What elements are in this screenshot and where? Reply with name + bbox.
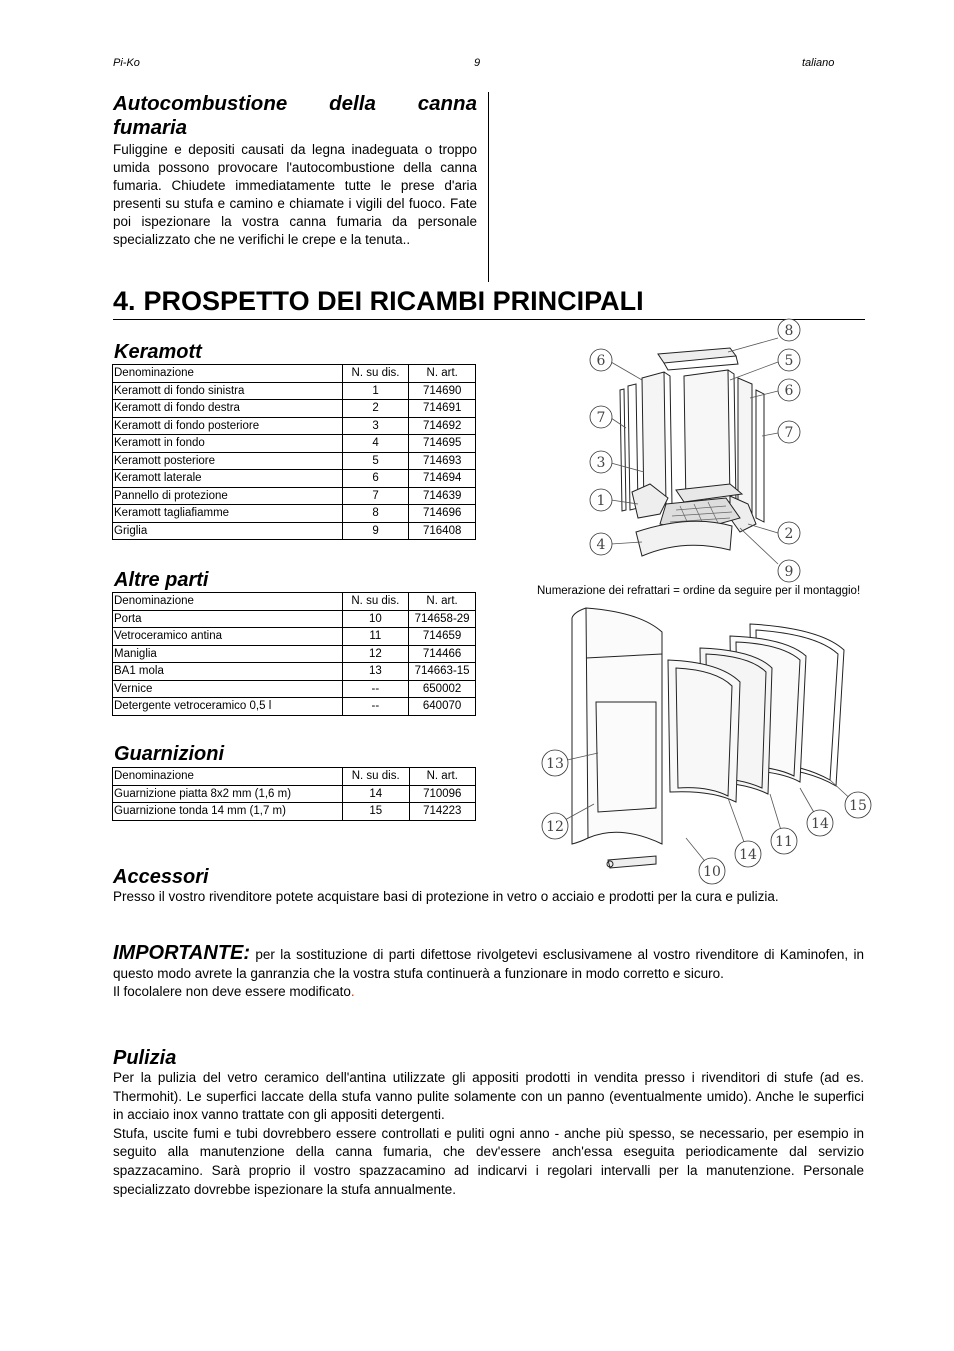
part-number: 15: [342, 803, 409, 821]
part-number: 7: [342, 487, 409, 505]
part-number: 4: [342, 435, 409, 453]
table-row: [113, 505, 476, 523]
pulizia-section: [113, 1046, 864, 1199]
callout-label: 10: [703, 864, 721, 880]
part-name: Porta: [113, 610, 343, 628]
header-left: Pi-Ko: [113, 57, 140, 69]
table-row: [113, 435, 476, 453]
callout-label: 2: [784, 526, 794, 542]
part-name: Detergente vetroceramico 0,5 l: [113, 698, 343, 716]
door-exploded-diagram: [530, 598, 880, 886]
header-num: N. su dis.: [342, 593, 409, 611]
part-number: 11: [342, 628, 409, 646]
part-name: Guarnizione piatta 8x2 mm (1,6 m): [113, 785, 343, 803]
article-number: 714691: [409, 400, 476, 418]
table-row: [113, 487, 476, 505]
callout-label: 12: [546, 819, 564, 835]
callout-label: 1: [596, 493, 606, 509]
callout-label: 8: [784, 323, 794, 339]
header-name: Denominazione: [113, 768, 343, 786]
part-number: 1: [342, 382, 409, 400]
pulizia-paragraph-1: Per la pulizia del vetro ceramico dell'antina utilizzate gli appositi prodotti in vendita presso i rivenditori di stufe (ad es. Thermohit). Le superfici laccate della stufa vanno pulite solamente con un panno (eventualmente umido). Anche le superfici in acciaio inox vanno trattate con gli appositi detergenti.: [113, 1070, 864, 1123]
refractory-exploded-diagram: [580, 318, 810, 586]
header-name: Denominazione: [113, 365, 343, 383]
pulizia-paragraph-2: Stufa, uscite fumi e tubi dovrebbero essere controllati e puliti ogni anno - anche più spesso, se necessario, per esempio in seguito alla manutenzione della canna fumaria, che dev'essere anch'essa eseguita periodicamente dal servizio spazzacamino. Sarà proprio il vostro spazzacamino ad indicarvi i regolari intervalli per la manutenzione. Personale specializzato dovrebbe ispezionare la stufa annualmente.: [113, 1125, 864, 1197]
part-number: 9: [342, 522, 409, 540]
article-number: 714466: [409, 645, 476, 663]
header-right: taliano: [802, 57, 835, 69]
callout-label: 7: [596, 410, 606, 426]
altre-title: Altre parti: [114, 569, 209, 591]
diagram-caption: Numerazione dei refrattari = ordine da seguire per il montaggio!: [537, 585, 861, 597]
article-number: 640070: [409, 698, 476, 716]
callout-label: 11: [775, 834, 793, 850]
callout-label: 9: [784, 564, 794, 580]
importante-section: [113, 944, 864, 1001]
guarnizioni-title: Guarnizioni: [114, 743, 224, 765]
part-name: Keramott laterale: [113, 470, 343, 488]
part-name: Keramott di fondo posteriore: [113, 417, 343, 435]
part-number: 3: [342, 417, 409, 435]
part-name: Griglia: [113, 522, 343, 540]
table-header-row: [113, 768, 476, 786]
callout-label: 14: [739, 847, 757, 863]
article-number: 714694: [409, 470, 476, 488]
keramott-table: [112, 364, 476, 540]
part-name: Keramott tagliafiamme: [113, 505, 343, 523]
part-number: 8: [342, 505, 409, 523]
part-name: Keramott di fondo destra: [113, 400, 343, 418]
article-number: 650002: [409, 680, 476, 698]
part-number: 14: [342, 785, 409, 803]
article-number: 714658-29: [409, 610, 476, 628]
chapter-number: 4.: [113, 286, 136, 316]
part-name: Vetroceramico antina: [113, 628, 343, 646]
article-number: 714659: [409, 628, 476, 646]
table-header-row: [113, 593, 476, 611]
callout-label: 4: [596, 537, 606, 553]
table-row: [113, 663, 476, 681]
accessori-section: [113, 865, 864, 906]
article-number: 710096: [409, 785, 475, 803]
article-number: 714693: [409, 452, 476, 470]
part-name: Keramott posteriore: [113, 452, 343, 470]
article-number: 714223: [409, 803, 475, 821]
header-art: N. art.: [409, 593, 476, 611]
importante-paragraph: [113, 944, 864, 983]
callout-label: 13: [546, 756, 564, 772]
article-number: 714690: [409, 382, 476, 400]
table-row: [113, 400, 476, 418]
chapter-title: PROSPETTO DEI RICAMBI PRINCIPALI: [143, 286, 644, 316]
part-number: 5: [342, 452, 409, 470]
pulizia-title: Pulizia: [113, 1047, 177, 1069]
importante-text: per la sostituzione di parti difettose rivolgetevi esclusivamene al vostro rivenditore di Kaminofen, in questo modo avrete la ganranzia che la vostra stufa continuerà a funzionare in modo corretto e sicuro.: [113, 947, 864, 981]
part-name: BA1 mola: [113, 663, 343, 681]
article-number: 714639: [409, 487, 476, 505]
chapter-heading: [113, 284, 644, 318]
callout-label: 5: [784, 353, 794, 369]
table-row: [113, 645, 476, 663]
part-number: 2: [342, 400, 409, 418]
part-name: Maniglia: [113, 645, 343, 663]
importante-title: IMPORTANTE:: [113, 942, 251, 964]
part-number: 13: [342, 663, 409, 681]
table-row: [113, 610, 476, 628]
part-name: Guarnizione tonda 14 mm (1,7 m): [113, 803, 343, 821]
importante-note: Il focolalere non deve essere modificato: [113, 984, 351, 999]
article-number: 714696: [409, 505, 476, 523]
accessori-text: Presso il vostro rivenditore potete acquistare basi di protezione in vetro o acciaio e prodotti per la cura e pulizia.: [113, 889, 779, 904]
page-number: 9: [474, 57, 481, 69]
article-number: 714663-15: [409, 663, 476, 681]
table-row: [113, 522, 476, 540]
guarnizioni-table: [112, 767, 476, 821]
table-row: [113, 785, 476, 803]
autocombustione-section: [113, 92, 477, 249]
column-divider: [488, 92, 489, 282]
importante-note-line: [113, 983, 864, 1001]
keramott-title: Keramott: [114, 341, 202, 363]
part-name: Vernice: [113, 680, 343, 698]
table-row: [113, 452, 476, 470]
header-art: N. art.: [409, 365, 476, 383]
table-row: [113, 680, 476, 698]
callout-label: 15: [849, 798, 867, 814]
importante-note-end: .: [350, 984, 355, 999]
part-name: Keramott di fondo sinistra: [113, 382, 343, 400]
altre-table: [112, 592, 476, 716]
callout-label: 6: [596, 353, 606, 369]
callout-label: 6: [784, 383, 794, 399]
table-row: [113, 628, 476, 646]
table-row: [113, 698, 476, 716]
callout-label: 3: [596, 455, 606, 471]
table-header-row: [113, 365, 476, 383]
callout-label: 7: [784, 425, 794, 441]
autocombustione-text: Fuliggine e depositi causati da legna inadeguata o troppo umida possono provocare l'autocombustione della canna fumaria. Chiudete immediatamente tutte le prese d'aria presenti su stufa e camino e chiamate i vigili del fuoco. Fate poi ispezionare la vostra canna fumaria da personale specializzato che ne verifichi le crepe e la tenuta..: [113, 142, 477, 247]
table-row: [113, 470, 476, 488]
article-number: 716408: [409, 522, 476, 540]
table-row: [113, 382, 476, 400]
header-num: N. su dis.: [342, 768, 409, 786]
article-number: 714695: [409, 435, 476, 453]
part-number: 6: [342, 470, 409, 488]
part-number: 10: [342, 610, 409, 628]
header-name: Denominazione: [113, 593, 343, 611]
part-name: Pannello di protezione: [113, 487, 343, 505]
article-number: 714692: [409, 417, 476, 435]
autocombustione-title: Autocombustione della canna fumaria: [113, 92, 477, 139]
part-number: --: [342, 680, 409, 698]
part-number: --: [342, 698, 409, 716]
callout-label: 14: [811, 816, 829, 832]
header-art: N. art.: [409, 768, 475, 786]
table-row: [113, 417, 476, 435]
accessori-title: Accessori: [113, 866, 209, 888]
part-name: Keramott in fondo: [113, 435, 343, 453]
part-number: 12: [342, 645, 409, 663]
table-row: [113, 803, 476, 821]
header-num: N. su dis.: [342, 365, 409, 383]
